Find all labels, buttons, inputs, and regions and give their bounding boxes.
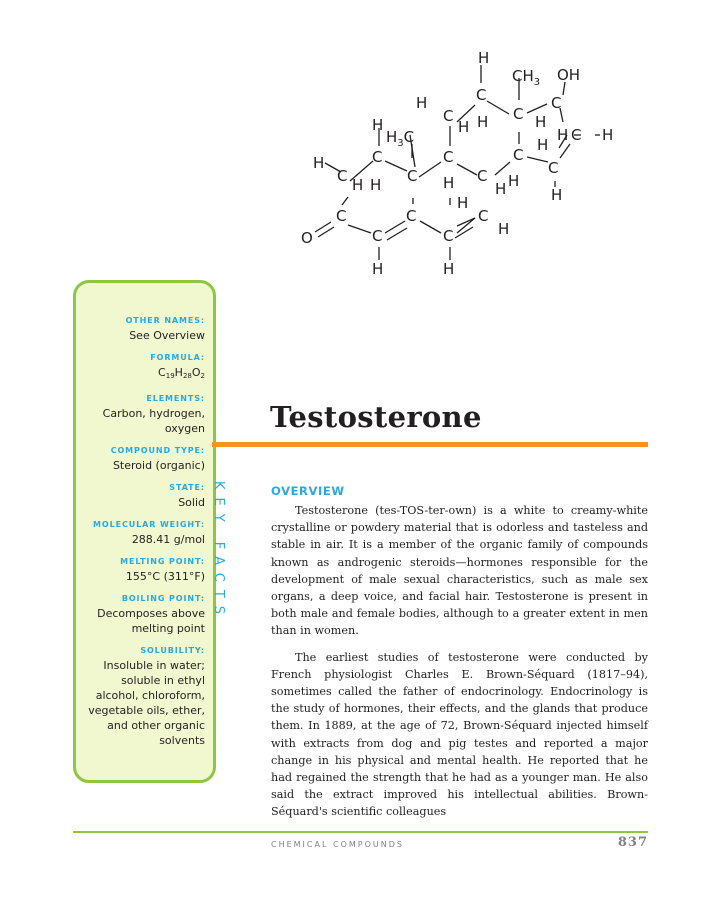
fact-other-names xyxy=(82,316,205,343)
atom-c: C xyxy=(443,227,454,245)
fact-value: Steroid (organic) xyxy=(112,459,205,472)
fact-molecular-weight xyxy=(82,520,205,547)
atom-h: H xyxy=(313,154,325,172)
atom-c: C xyxy=(336,207,347,225)
fact-label: MOLECULAR WEIGHT: xyxy=(93,520,205,529)
atom-h: H xyxy=(370,176,382,194)
atom-c: C xyxy=(548,159,559,177)
fact-label: BOILING POINT: xyxy=(121,594,205,603)
fact-label: ELEMENTS: xyxy=(146,394,205,403)
section-heading: OVERVIEW xyxy=(271,484,345,498)
fact-label: FORMULA: xyxy=(150,353,205,362)
footer-running-head: CHEMICAL COMPOUNDS xyxy=(271,840,404,849)
fact-value: See Overview xyxy=(129,329,205,342)
atom-c: C xyxy=(476,86,487,104)
article-body xyxy=(271,484,648,830)
fact-value: Decomposes above melting point xyxy=(97,607,205,635)
atom-c: C xyxy=(337,167,348,185)
footer-divider xyxy=(73,831,648,833)
atom-h: H xyxy=(557,126,569,144)
fact-label: SOLUBILITY: xyxy=(140,646,205,655)
fact-value: 155°C (311°F) xyxy=(125,570,205,583)
fact-value-formula: $C_{19}H_{28}O_2$ xyxy=(158,366,205,380)
fact-value: Solid xyxy=(178,496,205,509)
fact-label: COMPOUND TYPE: xyxy=(110,446,205,455)
atom-h: H xyxy=(416,94,428,112)
page-number: 837 xyxy=(617,835,648,850)
atom-h: H xyxy=(458,118,470,136)
fact-elements xyxy=(82,394,205,436)
key-facts-panel xyxy=(73,280,216,783)
fact-value: Carbon, hydrogen, oxygen xyxy=(102,407,205,435)
fact-compound-type xyxy=(82,446,205,473)
structure-atoms xyxy=(301,49,613,278)
atom-h: H xyxy=(498,220,510,238)
atom-o: O xyxy=(301,229,313,247)
structure-bonds xyxy=(315,65,600,240)
atom-c: C xyxy=(406,207,417,225)
fact-label: OTHER NAMES: xyxy=(125,316,205,325)
atom-c: C xyxy=(551,94,562,112)
atom-h: H xyxy=(535,113,547,131)
atom-c: C xyxy=(443,107,454,125)
fact-solubility xyxy=(82,646,205,748)
atom-h: H xyxy=(372,116,384,134)
atom-h: H xyxy=(508,172,520,190)
atom-c: C xyxy=(477,167,488,185)
title-divider xyxy=(212,442,648,447)
fact-value: 288.41 g/mol xyxy=(131,533,205,546)
atom-c: C xyxy=(571,126,582,144)
atom-h: H xyxy=(443,260,455,278)
atom-h: H xyxy=(537,136,549,154)
atom-c: C xyxy=(513,105,524,123)
paragraph: The earliest studies of testosterone were conducted by French physiologist Charles E. Brown-Séquard (1817–94), sometimes called the father of endocrinology. Endocrinology is the study of hormones, their effects, and the glands that produce them. In 1889, at the age of 72, Brown-Séquard injected himself with extracts from dog and pig testes and reported a major change in his physical and mental health. He reported that he had regained the strength that he had as a younger man. He also said the extract improved his intellectual abilities. Brown-Séquard's scientific colleagues xyxy=(271,650,648,819)
atom-h3c: $H_3C$ xyxy=(386,128,415,149)
atom-h: H xyxy=(477,113,489,131)
atom-ch3: $CH_3$ xyxy=(512,67,541,88)
fact-label: MELTING POINT: xyxy=(120,557,205,566)
atom-h: H xyxy=(457,194,469,212)
atom-c: C xyxy=(443,148,454,166)
fact-melting-point xyxy=(82,557,205,584)
fact-formula xyxy=(82,353,205,384)
atom-h: H xyxy=(352,176,364,194)
fact-boiling-point xyxy=(82,594,205,636)
atom-h: H xyxy=(372,260,384,278)
atom-h: H xyxy=(478,49,490,67)
atom-c: C xyxy=(513,146,524,164)
atom-h: H xyxy=(443,174,455,192)
fact-label: STATE: xyxy=(169,483,205,492)
structure-svg xyxy=(295,40,635,290)
fact-state xyxy=(82,483,205,510)
atom-oh: OH xyxy=(557,66,581,84)
atom-c: C xyxy=(372,148,383,166)
atom-h: H xyxy=(602,126,614,144)
atom-h: H xyxy=(551,186,563,204)
atom-h: H xyxy=(495,180,507,198)
atom-c: C xyxy=(372,227,383,245)
key-facts-list xyxy=(82,316,205,758)
atom-c: C xyxy=(478,207,489,225)
atom-c: C xyxy=(407,167,418,185)
structural-formula xyxy=(295,40,635,290)
fact-value: Insoluble in water; soluble in ethyl alcohol, chloroform, vegetable oils, ether, and other organic solvents xyxy=(88,659,205,747)
paragraph: Testosterone (tes-TOS-ter-own) is a white to creamy-white crystalline or powdery material that is odorless and tasteless and stable in air. It is a member of the organic family of compounds known as androgenic steroids—hormones responsible for the development of male sexual characteristics, such as male sex organs, a deep voice, and facial hair. Testosterone is present in both male and female bodies, although to a greater extent in men than in women. xyxy=(271,504,648,638)
page-title: Testosterone xyxy=(270,400,482,434)
key-facts-tab-label: KEY FACTS xyxy=(211,481,226,623)
